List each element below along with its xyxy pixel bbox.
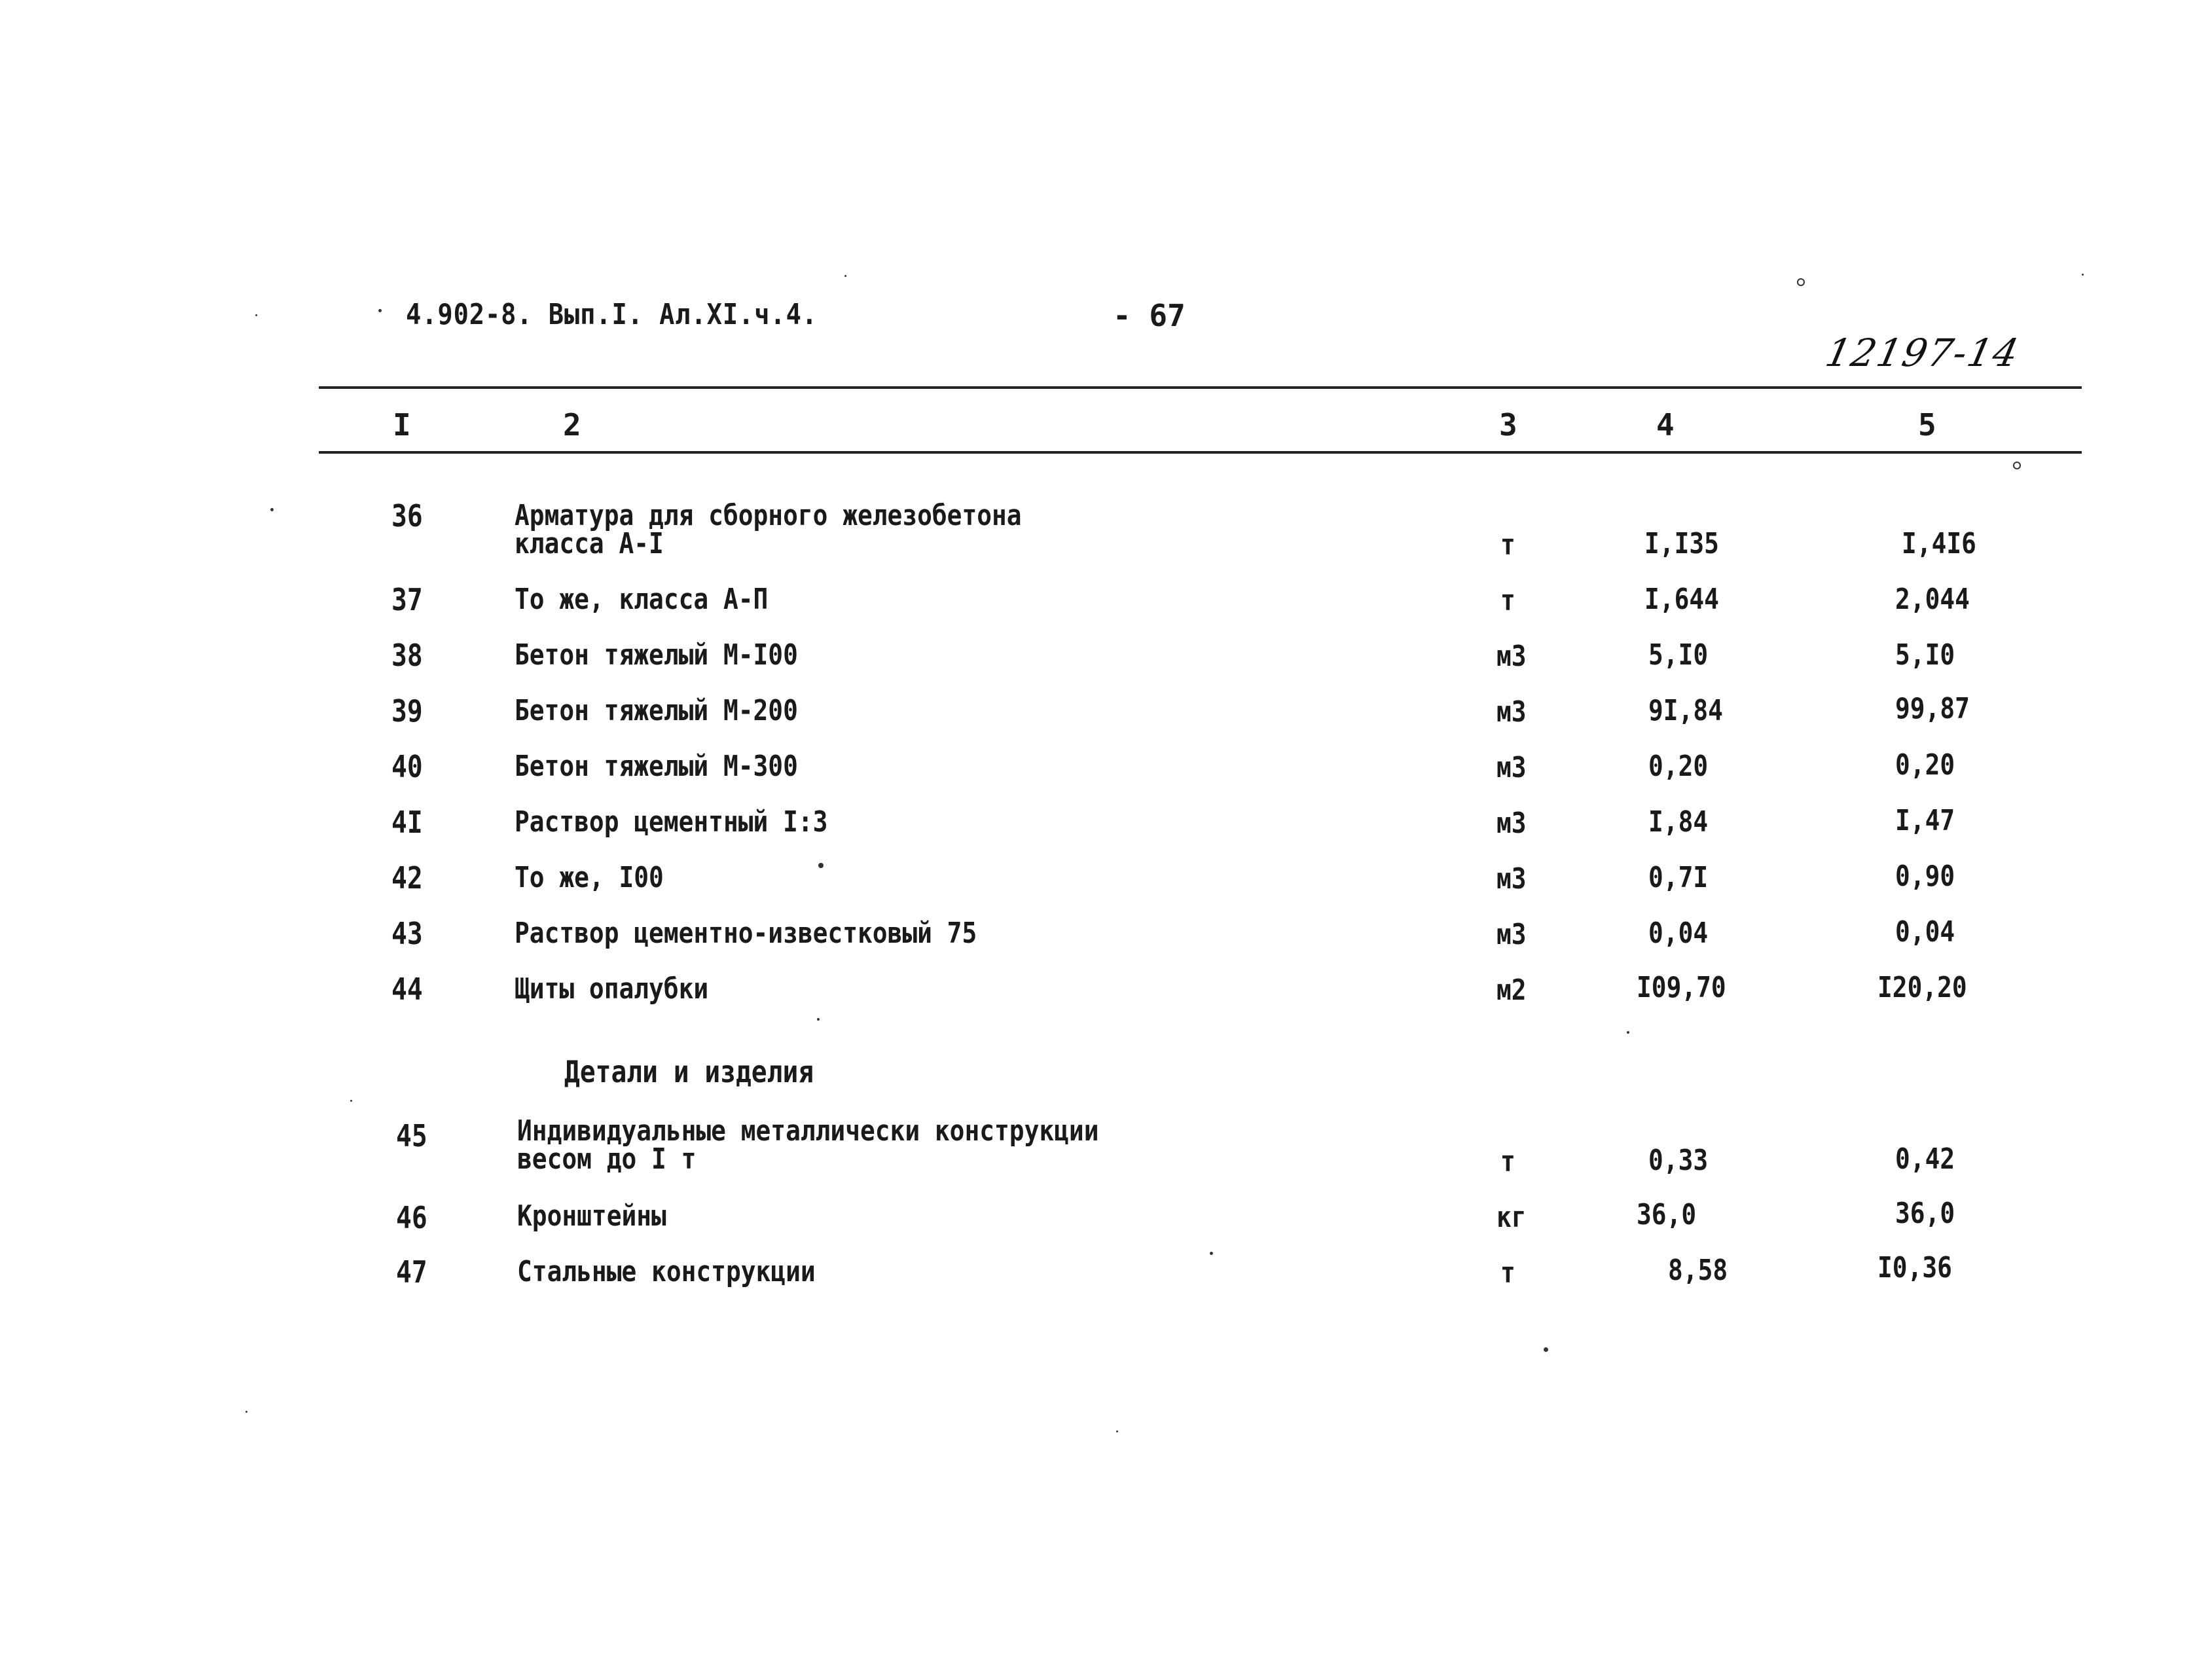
item-name: Бетон тяжелый М-I00	[515, 638, 798, 672]
item-name: Стальные конструкции	[517, 1255, 816, 1288]
item-name: То же, класса А-П	[515, 583, 769, 616]
item-value-col4: 0,7I	[1648, 861, 1709, 894]
item-unit: м2	[1496, 973, 1527, 1007]
item-name: Раствор цементно-известковый 75	[515, 917, 977, 950]
item-name: Бетон тяжелый М-300	[515, 750, 798, 783]
item-value-col5: 99,87	[1895, 692, 1970, 725]
item-name: Индивидуальные металлически конструкции	[517, 1114, 1099, 1148]
item-unit: м3	[1496, 807, 1527, 840]
item-value-col5: 5,I0	[1895, 638, 1955, 672]
scan-speck	[844, 275, 846, 277]
item-value-col5: 0,90	[1895, 860, 1955, 893]
item-name: Щиты опалубки	[515, 972, 709, 1006]
scan-speck	[378, 309, 382, 312]
item-name-continued: весом до I т	[517, 1142, 697, 1176]
item-name: То же, I00	[515, 861, 664, 894]
item-unit: м3	[1496, 695, 1527, 729]
item-value-col4: 0,04	[1648, 917, 1709, 950]
scan-speck	[255, 314, 257, 316]
item-value-col4: 9I,84	[1648, 694, 1723, 727]
item-name: Арматура для сборного железобетона	[515, 499, 1022, 532]
column-header-4: 4	[1656, 407, 1675, 443]
scan-speck	[817, 1018, 820, 1021]
section-title: Детали и изделия	[564, 1054, 814, 1089]
item-value-col5: I0,36	[1877, 1251, 1952, 1284]
item-value-col5: I,4I6	[1902, 527, 1976, 560]
item-unit: м3	[1496, 918, 1527, 951]
scan-speck	[350, 1100, 352, 1102]
item-value-col4: I,84	[1648, 805, 1709, 839]
item-value-col4: 0,20	[1648, 750, 1709, 783]
table-top-rule	[319, 386, 2082, 389]
column-header-3: 3	[1499, 407, 1517, 443]
scan-speck	[1544, 1347, 1548, 1352]
item-name: Кронштейны	[517, 1199, 666, 1233]
item-value-col5: 0,42	[1895, 1142, 1955, 1176]
item-value-col4: 5,I0	[1648, 638, 1709, 672]
row-number: 42	[391, 860, 423, 896]
scan-speck	[270, 508, 274, 511]
scan-speck	[1210, 1252, 1213, 1255]
item-unit: м3	[1496, 640, 1527, 673]
scan-speck	[245, 1411, 247, 1413]
scan-speck	[818, 863, 824, 868]
item-unit: кг	[1496, 1201, 1527, 1234]
document-code: 4.902-8. Вып.I. Ал.XI.ч.4.	[406, 298, 818, 331]
column-header-5: 5	[1918, 407, 1936, 443]
item-value-col4: 36,0	[1637, 1198, 1697, 1231]
row-number: 37	[391, 582, 423, 617]
item-value-col4: I09,70	[1637, 971, 1726, 1004]
scan-speck	[1797, 278, 1805, 286]
row-number: 36	[391, 498, 423, 534]
item-unit: т	[1500, 1256, 1515, 1290]
item-unit: т	[1500, 528, 1515, 562]
item-value-col5: I20,20	[1877, 971, 1967, 1004]
item-name-continued: класса А-I	[515, 527, 664, 560]
scan-speck	[1116, 1430, 1118, 1432]
page-number: - 67	[1113, 298, 1186, 333]
row-number: 40	[391, 749, 423, 784]
item-value-col5: 0,04	[1895, 915, 1955, 949]
item-value-col4: 8,58	[1668, 1254, 1728, 1287]
row-number: 45	[396, 1118, 427, 1154]
item-value-col5: 0,20	[1895, 748, 1955, 782]
table-header-rule	[319, 451, 2082, 454]
scan-speck	[2013, 462, 2021, 469]
item-unit: т	[1500, 1145, 1515, 1178]
column-header-1: I	[393, 407, 411, 443]
handwritten-inventory-number: 12197-14	[1821, 331, 2024, 375]
item-name: Бетон тяжелый М-200	[515, 694, 798, 727]
row-number: 43	[391, 916, 423, 951]
item-value-col4: I,I35	[1644, 527, 1719, 560]
item-name: Раствор цементный I:3	[515, 805, 828, 839]
item-value-col4: 0,33	[1648, 1144, 1709, 1177]
item-unit: м3	[1496, 751, 1527, 784]
row-number: 4I	[391, 805, 423, 840]
row-number: 47	[396, 1254, 427, 1290]
item-value-col5: 36,0	[1895, 1197, 1955, 1230]
scan-speck	[2082, 274, 2084, 276]
scan-speck	[1627, 1031, 1629, 1034]
item-unit: м3	[1496, 862, 1527, 896]
row-number: 46	[396, 1200, 427, 1235]
column-header-2: 2	[563, 407, 581, 443]
item-value-col5: I,47	[1895, 804, 1955, 837]
row-number: 39	[391, 693, 423, 729]
item-unit: т	[1500, 584, 1515, 617]
item-value-col4: I,644	[1644, 583, 1719, 616]
row-number: 44	[391, 972, 423, 1007]
item-value-col5: 2,044	[1895, 583, 1970, 616]
row-number: 38	[391, 638, 423, 673]
